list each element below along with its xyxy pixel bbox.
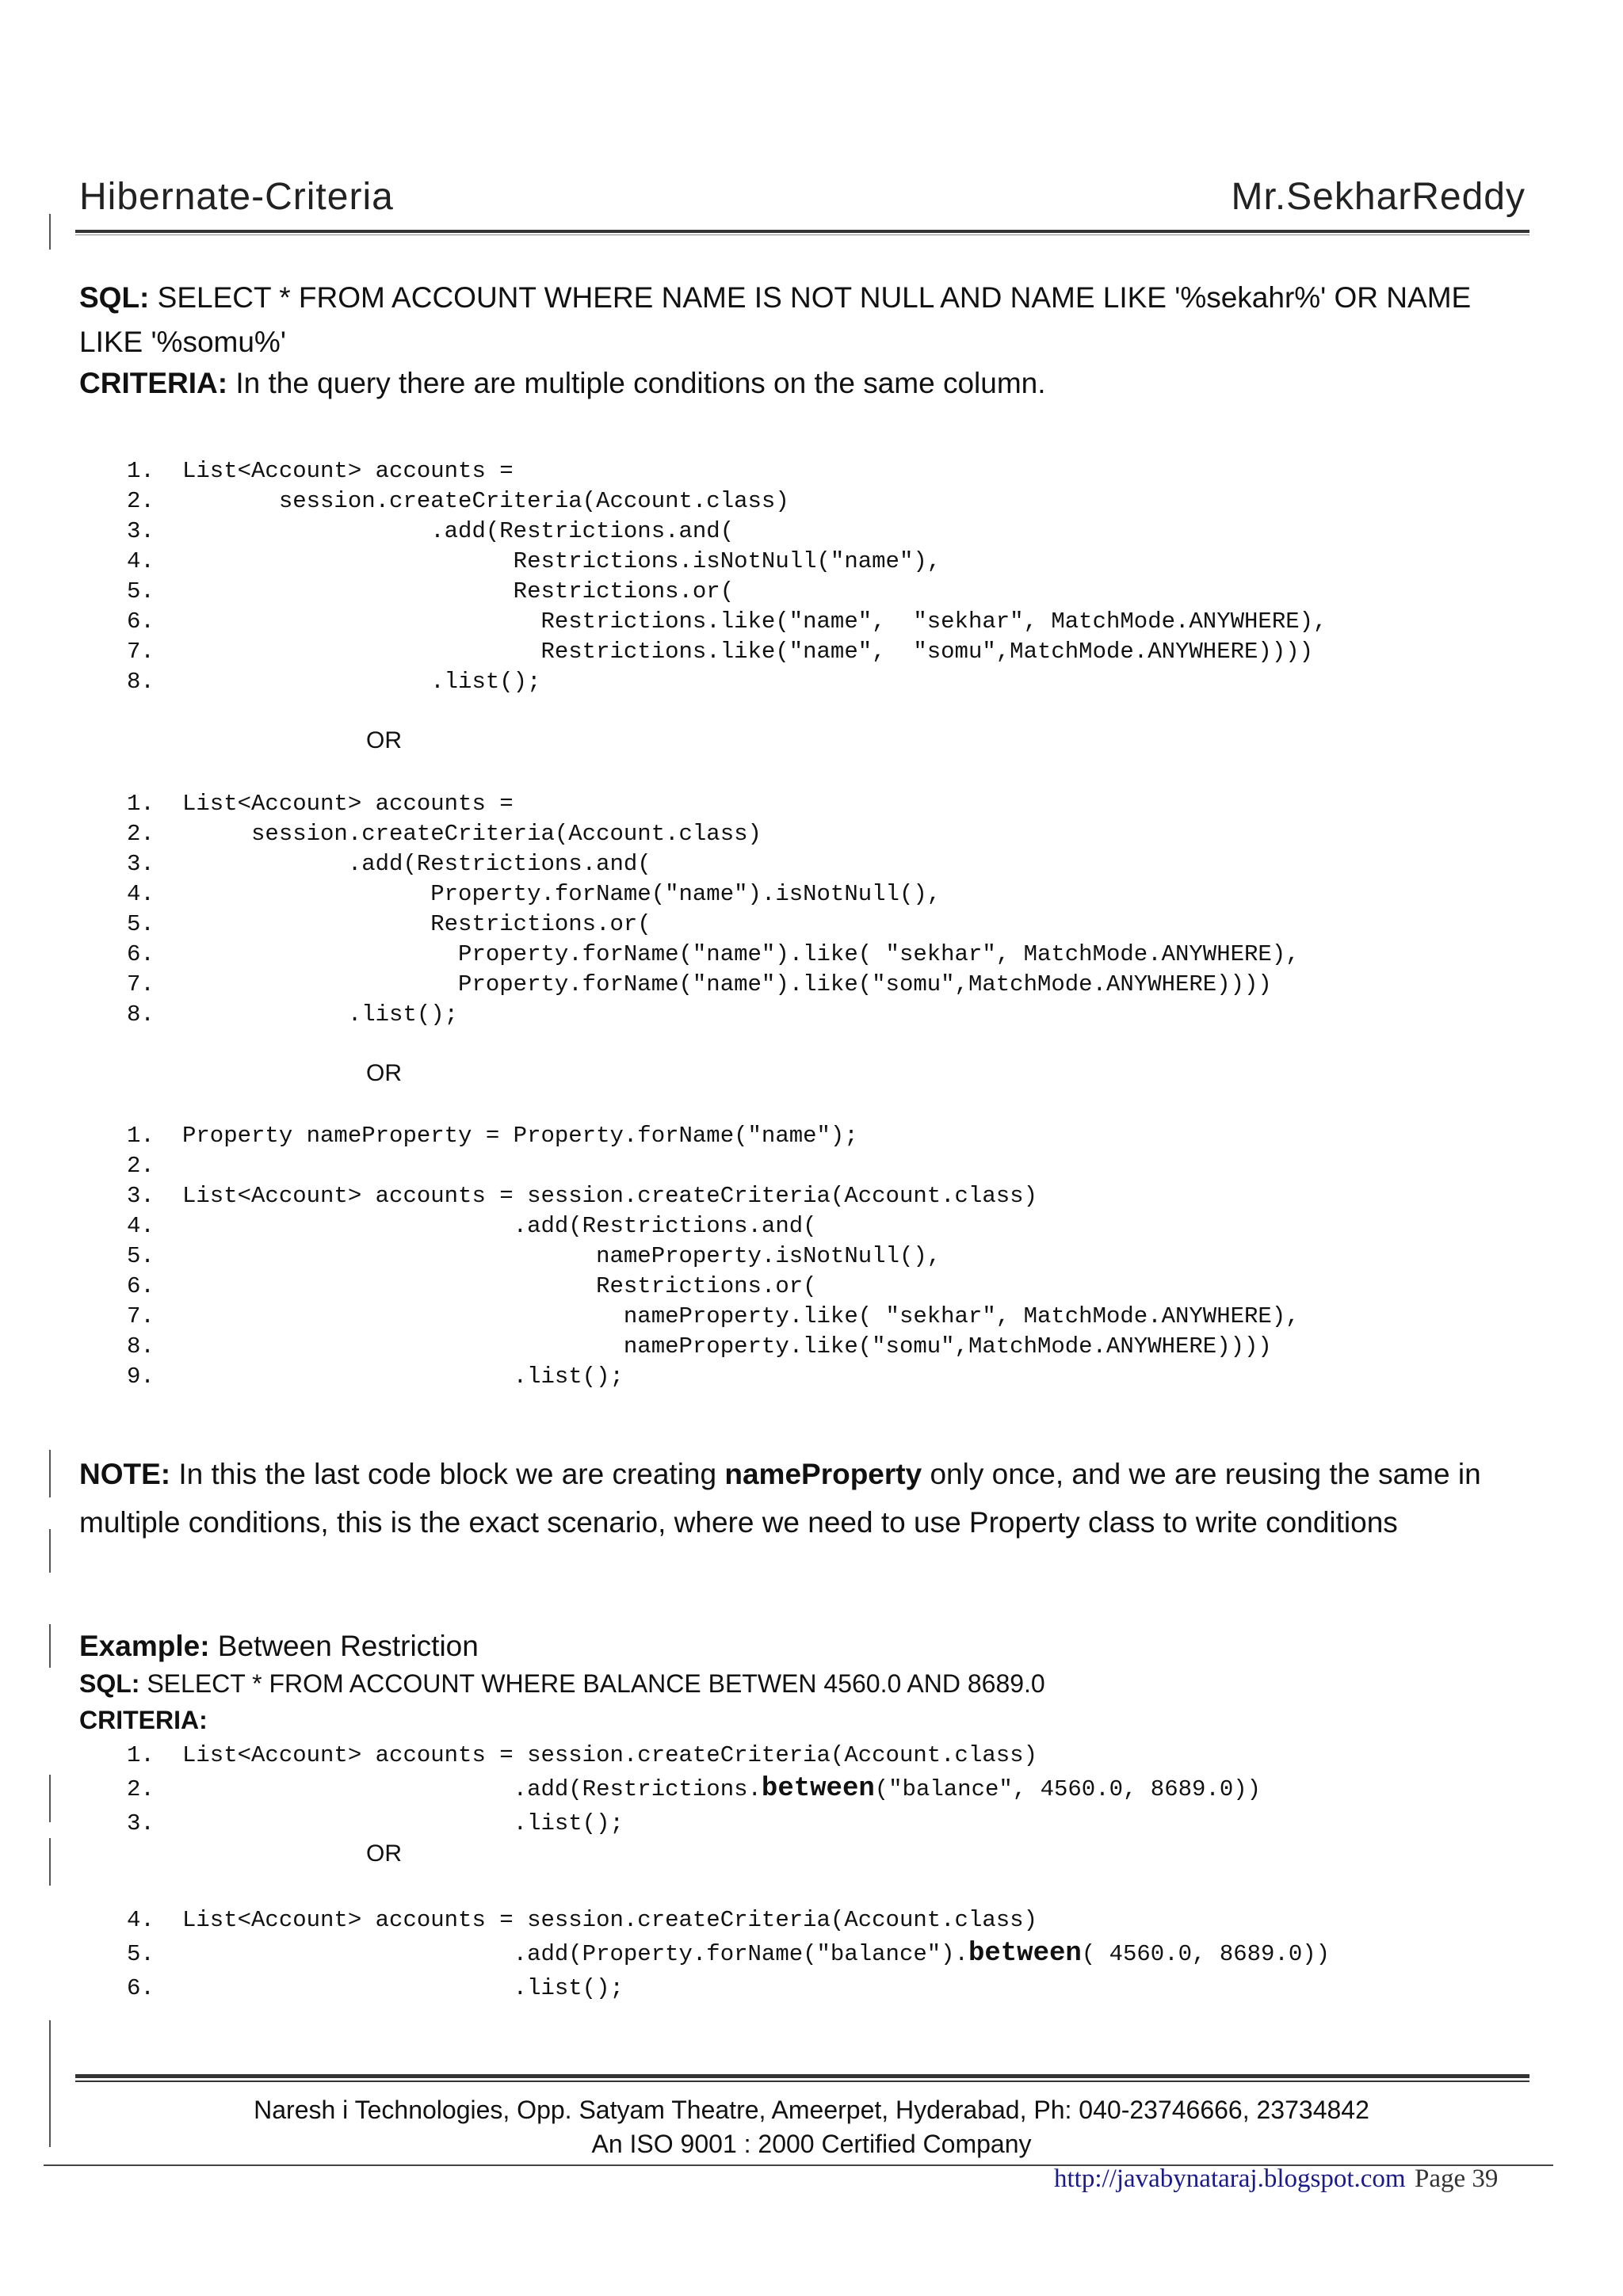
code-line: 6. Restrictions.like("name", "sekhar", MatchMode.ANYWHERE), (127, 608, 1327, 635)
code-line: 5. .add(Property.forName("balance").between( 4560.0, 8689.0)) (127, 1939, 1331, 1969)
criteria-description (79, 361, 1498, 406)
blog-url: http://javabynataraj.blogspot.com (1054, 2164, 1406, 2193)
sql-text-line1: SELECT * FROM ACCOUNT WHERE NAME IS NOT NULL AND NAME LIKE '%sekahr%' OR NAME (149, 281, 1472, 314)
example-sql (79, 1665, 1498, 1702)
sql-label: SQL: (79, 281, 150, 314)
code-line: 3. .add(Restrictions.and( (127, 851, 651, 877)
margin-line (49, 214, 51, 250)
code-block-2 (127, 789, 1300, 1030)
margin-line (49, 1624, 51, 1668)
header-divider (75, 230, 1529, 233)
code-line: 2. session.createCriteria(Account.class) (127, 488, 789, 514)
document-title: Hibernate-Criteria (79, 176, 394, 218)
code-line: 2. session.createCriteria(Account.class) (127, 821, 762, 847)
code-line: 3. .add(Restrictions.and( (127, 518, 735, 544)
page-number: Page 39 (1415, 2164, 1499, 2193)
example-label: Example: (79, 1630, 210, 1662)
code-line: 4. List<Account> accounts = session.createCriteria(Account.class) (127, 1907, 1037, 1933)
example-criteria-label: CRITERIA: (79, 1706, 208, 1734)
criteria-label: CRITERIA: (79, 367, 228, 399)
code-line: 8. .list(); (127, 1001, 459, 1028)
code-line: 7. Property.forName("name").like("somu",MatchMode.ANYWHERE)))) (127, 971, 1272, 997)
code-block-3 (127, 1121, 1300, 1392)
code-line: 7. Restrictions.like("name", "somu",MatchMode.ANYWHERE)))) (127, 639, 1314, 665)
margin-line (49, 1529, 51, 1573)
margin-line (49, 1450, 51, 1497)
code-line: 6. Restrictions.or( (127, 1273, 817, 1299)
code-line: 6. Property.forName("name").like( "sekhar", MatchMode.ANYWHERE), (127, 941, 1300, 967)
author-name: Mr.SekharReddy (1231, 176, 1526, 218)
code-line: 1. Property nameProperty = Property.forName("name"); (127, 1123, 858, 1149)
code-block-5 (127, 1903, 1330, 2005)
code-line: 3. List<Account> accounts = session.createCriteria(Account.class) (127, 1183, 1037, 1209)
footer-divider-thin (75, 2081, 1529, 2082)
or-separator: OR (366, 1060, 402, 1086)
code-line: 9. .list(); (127, 1363, 624, 1390)
code-line: 7. nameProperty.like( "sekhar", MatchMode.ANYWHERE), (127, 1303, 1300, 1329)
code-line: 8. .list(); (127, 669, 541, 695)
example-heading (79, 1624, 1498, 1669)
note-paragraph: NOTE: In this the last code block we are creating nameProperty only once, and we are reusing the same in multiple conditions, this is the exact scenario, where we need to use Property class to write conditions (79, 1458, 1481, 1539)
code-block-1 (127, 456, 1327, 697)
footer-divider (75, 2074, 1529, 2078)
code-line: 8. nameProperty.like("somu",MatchMode.ANYWHERE)))) (127, 1333, 1272, 1360)
code-line: 1. List<Account> accounts = (127, 791, 514, 817)
sql-label: SQL: (79, 1669, 140, 1698)
note-label: NOTE: (79, 1458, 171, 1490)
sql-statement (79, 276, 1498, 364)
code-line: 5. nameProperty.isNotNull(), (127, 1243, 941, 1269)
footer-certification: An ISO 9001 : 2000 Certified Company (591, 2130, 1032, 2158)
example-title: Between Restriction (209, 1630, 479, 1662)
note-bold-word: nameProperty (724, 1458, 922, 1490)
code-line: 5. Restrictions.or( (127, 911, 651, 937)
code-line: 5. Restrictions.or( (127, 578, 735, 605)
margin-line (49, 1775, 51, 1822)
or-separator: OR (366, 1840, 402, 1867)
page-header (79, 170, 1526, 226)
or-separator: OR (366, 727, 402, 753)
sql-text: SELECT * FROM ACCOUNT WHERE BALANCE BETWEN 4560.0 AND 8689.0 (139, 1669, 1045, 1698)
code-line: 4. Restrictions.isNotNull("name"), (127, 548, 941, 574)
code-line: 2. .add(Restrictions.between("balance", 4560.0, 8689.0)) (127, 1774, 1262, 1804)
code-line: 4. Property.forName("name").isNotNull(), (127, 881, 941, 907)
code-line: 6. .list(); (127, 1975, 624, 2001)
code-line: 1. List<Account> accounts = session.createCriteria(Account.class) (127, 1742, 1037, 1768)
footer-address: Naresh i Technologies, Opp. Satyam Theatre, Ameerpet, Hyderabad, Ph: 040-23746666, 23734842 (254, 2096, 1369, 2124)
sql-text-line2: LIKE '%somu%' (79, 326, 286, 358)
code-line: 2. (127, 1153, 155, 1179)
code-line: 1. List<Account> accounts = (127, 458, 514, 484)
code-block-4 (127, 1738, 1261, 1840)
code-line: 3. .list(); (127, 1810, 624, 1836)
criteria-text: In the query there are multiple conditions on the same column. (227, 367, 1046, 399)
margin-line (49, 2020, 51, 2147)
code-line: 4. .add(Restrictions.and( (127, 1213, 817, 1239)
margin-line (49, 1838, 51, 1886)
